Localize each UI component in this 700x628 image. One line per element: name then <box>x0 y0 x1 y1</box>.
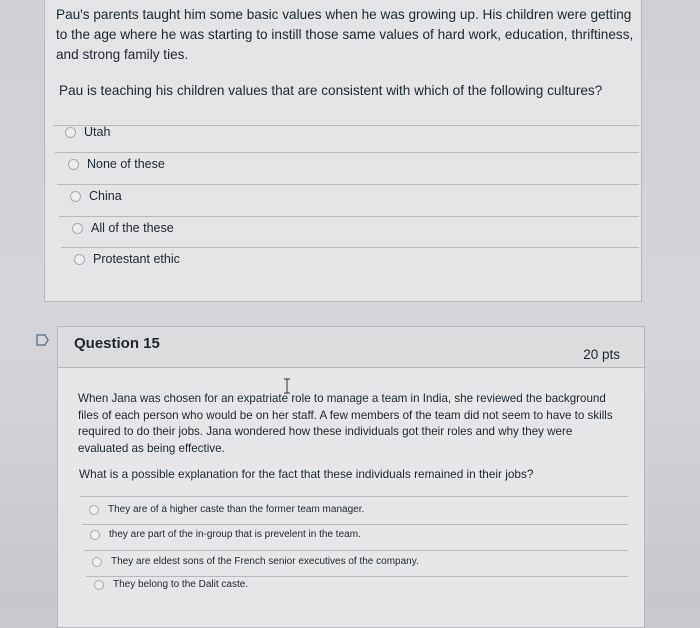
answer-divider <box>57 184 639 185</box>
answer-label: None of these <box>87 157 165 171</box>
answer-divider <box>86 576 628 577</box>
question-15-prompt: What is a possible explanation for the fact that these individuals remained in their jobs? <box>79 467 534 481</box>
answer-divider <box>55 152 639 153</box>
answer-label: they are part of the in-group that is prevelent in the team. <box>109 529 361 540</box>
radio-button-icon[interactable] <box>65 127 76 138</box>
answer-label: They are of a higher caste than the former team manager. <box>108 504 365 515</box>
answer-option-protestant-ethic[interactable] <box>74 252 180 266</box>
radio-button-icon[interactable] <box>90 530 100 540</box>
question-14-card <box>44 0 642 302</box>
radio-button-icon[interactable] <box>72 223 83 234</box>
answer-option-none-of-these[interactable] <box>68 157 165 171</box>
answer-option-utah[interactable] <box>65 125 110 139</box>
answer-label: China <box>89 189 122 203</box>
answer-label: Protestant ethic <box>93 252 180 266</box>
question-14-body: Pau's parents taught him some basic values when he was growing up. His children were getting to the age where he was starting to instill those same values of hard work, education, thriftiness, and strong family ties. <box>56 7 634 62</box>
radio-button-icon[interactable] <box>74 254 85 265</box>
answer-option-dalit-caste[interactable] <box>94 579 248 590</box>
radio-button-icon[interactable] <box>94 580 104 590</box>
radio-button-icon[interactable] <box>68 159 79 170</box>
question-14-prompt: Pau is teaching his children values that are consistent with which of the following cultures? <box>59 83 603 98</box>
answer-divider <box>61 247 639 248</box>
radio-button-icon[interactable] <box>89 505 99 515</box>
question-points: 20 pts <box>583 347 620 362</box>
answer-divider <box>80 496 628 497</box>
answer-divider <box>53 125 639 126</box>
radio-button-icon[interactable] <box>70 191 81 202</box>
answer-label: All of the these <box>91 221 174 235</box>
question-title: Question 15 <box>74 335 160 352</box>
radio-button-icon[interactable] <box>92 557 102 567</box>
answer-label: They are eldest sons of the French senior executives of the company. <box>111 556 419 567</box>
answer-divider <box>84 550 628 551</box>
answer-option-higher-caste[interactable] <box>89 504 364 515</box>
answer-divider <box>59 216 639 217</box>
question-15-body: When Jana was chosen for an expatriate role to manage a team in India, she reviewed the background files of each person who would be on her staff. A few members of the team did not seem to have to skills required to do their jobs. Jana wondered how these individuals got their roles and why they were evaluated as being effective. <box>78 392 613 455</box>
answer-option-china[interactable] <box>70 189 122 203</box>
question-15-header <box>58 327 644 368</box>
answer-option-all-of-these[interactable] <box>72 221 174 235</box>
answer-label: Utah <box>84 125 111 139</box>
answer-label: They belong to the Dalit caste. <box>113 579 249 590</box>
question-15-card <box>57 326 645 628</box>
answer-option-in-group[interactable] <box>90 529 361 540</box>
answer-divider <box>82 524 628 525</box>
answer-option-eldest-sons[interactable] <box>92 556 419 567</box>
text-cursor-icon <box>283 378 291 394</box>
bookmark-flag-icon[interactable] <box>36 334 49 346</box>
